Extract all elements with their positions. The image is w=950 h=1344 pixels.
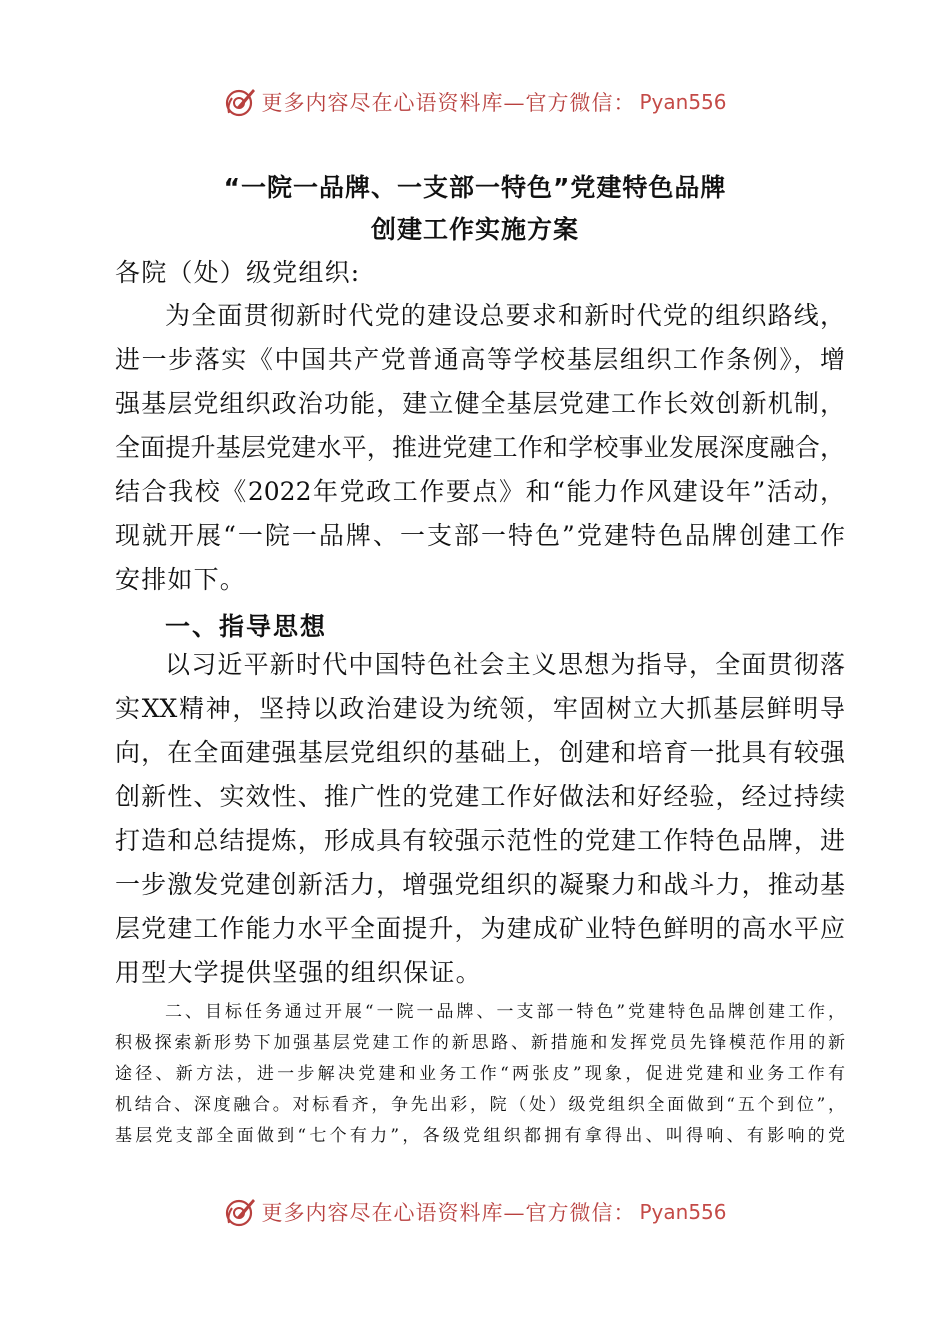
- quill-seal-icon: [223, 85, 257, 119]
- section1-line: 向，在全面建强基层党组织的基础上，创建和培育一批具有较强: [115, 738, 845, 767]
- section-heading-guiding-ideology: 一、指导思想: [165, 612, 328, 641]
- section2-line: 积极探索新形势下加强基层党建工作的新思路、新措施和发挥党员先锋模范作用的新: [115, 1033, 845, 1053]
- watermark-text: 更多内容尽在心语资料库—官方微信：: [261, 1201, 636, 1225]
- watermark-wechat-id: Pyan556: [639, 1200, 727, 1224]
- intro-line: 全面提升基层党建水平，推进党建工作和学校事业发展深度融合，: [115, 433, 845, 462]
- section1-line: 以习近平新时代中国特色社会主义思想为指导，全面贯彻落: [165, 650, 845, 679]
- intro-line: 现就开展“一院一品牌、一支部一特色”党建特色品牌创建工作: [115, 521, 845, 550]
- section2-line: 机结合、深度融合。对标看齐，争先出彩，院（处）级党组织全面做到“五个到位”，: [115, 1095, 845, 1115]
- document-title-line-1: “一院一品牌、一支部一特色”党建特色品牌: [223, 173, 727, 202]
- section2-line: 二、目标任务通过开展“一院一品牌、一支部一特色”党建特色品牌创建工作，: [165, 1002, 845, 1022]
- watermark-banner-bottom: [0, 1192, 950, 1232]
- section1-line: 一步激发党建创新活力，增强党组织的凝聚力和战斗力，推动基: [115, 870, 845, 899]
- quill-seal-icon: [223, 1195, 257, 1229]
- intro-line: 为全面贯彻新时代党的建设总要求和新时代党的组织路线，: [165, 301, 845, 330]
- section2-line: 途径、新方法，进一步解决党建和业务工作“两张皮”现象，促进党建和业务工作有: [115, 1064, 845, 1084]
- intro-line: 进一步落实《中国共产党普通高等学校基层组织工作条例》，增: [115, 345, 845, 374]
- section2-line: 基层党支部全面做到“七个有力”，各级党组织都拥有拿得出、叫得响、有影响的党: [115, 1126, 845, 1146]
- section1-line: 打造和总结提炼，形成具有较强示范性的党建工作特色品牌，进: [115, 826, 845, 855]
- intro-line: 安排如下。: [115, 565, 247, 594]
- section1-line: 实XX精神，坚持以政治建设为统领，牢固树立大抓基层鲜明导: [115, 694, 845, 723]
- watermark-text: 更多内容尽在心语资料库—官方微信：: [261, 91, 636, 115]
- section1-line: 创新性、实效性、推广性的党建工作好做法和好经验，经过持续: [115, 782, 845, 811]
- intro-line: 结合我校《2022年党政工作要点》和“能力作风建设年”活动，: [115, 477, 845, 506]
- salutation: 各院（处）级党组织:: [115, 258, 361, 287]
- watermark-wechat-id: Pyan556: [639, 90, 727, 114]
- intro-line: 强基层党组织政治功能，建立健全基层党建工作长效创新机制，: [115, 389, 845, 418]
- section1-line: 用型大学提供坚强的组织保证。: [115, 958, 482, 987]
- document-title-line-2: 创建工作实施方案: [370, 215, 579, 244]
- section1-line: 层党建工作能力水平全面提升，为建成矿业特色鲜明的高水平应: [115, 914, 845, 943]
- watermark-banner-top: [0, 82, 950, 122]
